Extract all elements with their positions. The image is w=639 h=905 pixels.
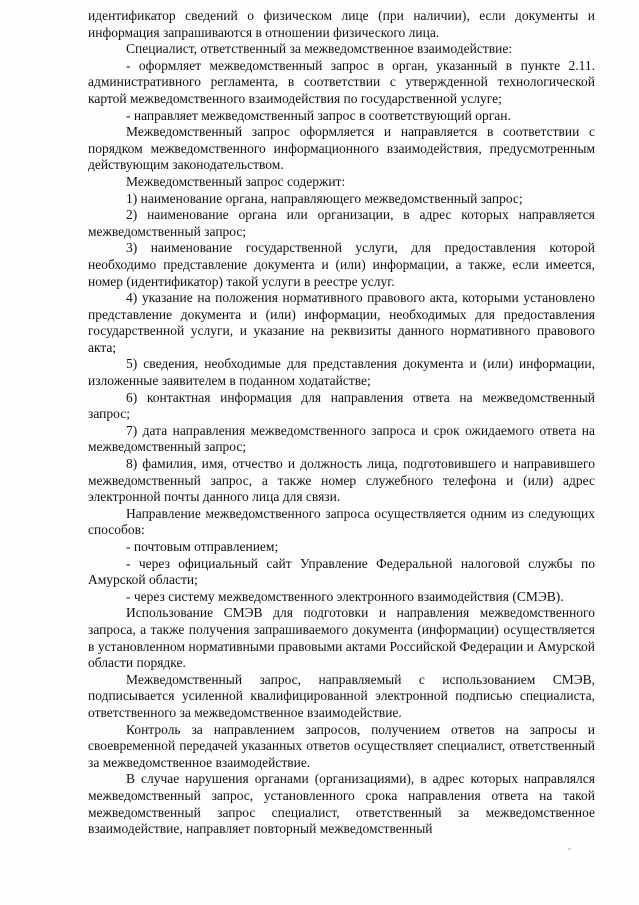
scan-speck	[568, 848, 571, 850]
paragraph-15: Направление межведомственного запроса осуществляется одним из следующих способов:	[88, 505, 595, 538]
paragraph-22: В случае нарушения органами (организациями), в адрес которых направлялся межведомственный запрос, установленного срока направления ответа на такой межведомственный запрос специалист, ответственный за межведомственное взаимодействие, направляет повторный межведомственный	[88, 771, 595, 837]
document-body	[88, 8, 595, 838]
paragraph-17: - через официальный сайт Управление Федеральной налоговой службы по Амурской области;	[88, 555, 595, 588]
paragraph-8: 2) наименование органа или организации, в адрес которых направляется межведомственный запрос;	[88, 207, 595, 239]
paragraph-14: 8) фамилия, имя, отчество и должность лица, подготовившего и направившего межведомственный запрос, а также номер служебного телефона и (или) адрес электронной почты данного лица для связи.	[88, 456, 595, 505]
paragraph-12: 6) контактная информация для направления ответа на межведомственный запрос;	[88, 389, 595, 422]
paragraph-21: Контроль за направлением запросов, получением ответов на запросы и своевременной передачей указанных ответов осуществляет специалист, ответственный за межведомственное взаимодействие.	[88, 721, 595, 770]
paragraph-6: Межведомственный запрос содержит:	[126, 173, 346, 189]
paragraph-1: идентификатор сведений о физическом лице (при наличии), если документы и информация запрашиваются в отношении физического лица.	[88, 8, 595, 40]
paragraph-16: - почтовым отправлением;	[126, 539, 279, 554]
paragraph-11: 5) сведения, необходимые для представления документа и (или) информации, изложенные заявителем в поданном ходатайстве;	[88, 356, 595, 389]
paragraph-9: 3) наименование государственной услуги, для предоставления которой необходимо представление документа и (или) информации, а также, если имеется, номер (идентификатор) такой услуги в реестре услуг.	[88, 240, 595, 289]
paragraph-2: Специалист, ответственный за межведомственное взаимодействие:	[126, 41, 513, 57]
paragraph-19: Использование СМЭВ для подготовки и направления межведомственного запроса, а также получения запрашиваемого документа (информации) осуществляется в установленном нормативными правовыми актами Российской Федерации и Амурской области порядке.	[88, 605, 595, 671]
paragraph-5: Межведомственный запрос оформляется и направляется в соответствии с порядком межведомственного информационного взаимодействия, предусмотренным действующим законодательством.	[88, 124, 595, 173]
paragraph-4: - направляет межведомственный запрос в соответствующий орган.	[126, 107, 511, 123]
paragraph-13: 7) дата направления межведомственного запроса и срок ожидаемого ответа на межведомственный запрос;	[88, 422, 595, 455]
paragraph-18: - через систему межведомственного электронного взаимодействия (СМЭВ).	[126, 588, 564, 604]
paragraph-20: Межведомственный запрос, направляемый с использованием СМЭВ, подписывается усиленной квалифицированной электронной подписью специалиста, ответственного за межведомственное взаимодействие.	[88, 671, 595, 720]
paragraph-3: - оформляет межведомственный запрос в орган, указанный в пункте 2.11. административного регламента, в соответствии с утвержденной технологической картой межведомственного взаимодействия по государственной услуге;	[88, 57, 595, 106]
paragraph-10: 4) указание на положения нормативного правового акта, которыми установлено представление документа и (или) информации, необходимых для предоставления государственной услуги, и указание на реквизиты данного нормативного правового акта;	[88, 290, 595, 355]
paragraph-7: 1) наименование органа, направляющего межведомственный запрос;	[126, 190, 523, 206]
